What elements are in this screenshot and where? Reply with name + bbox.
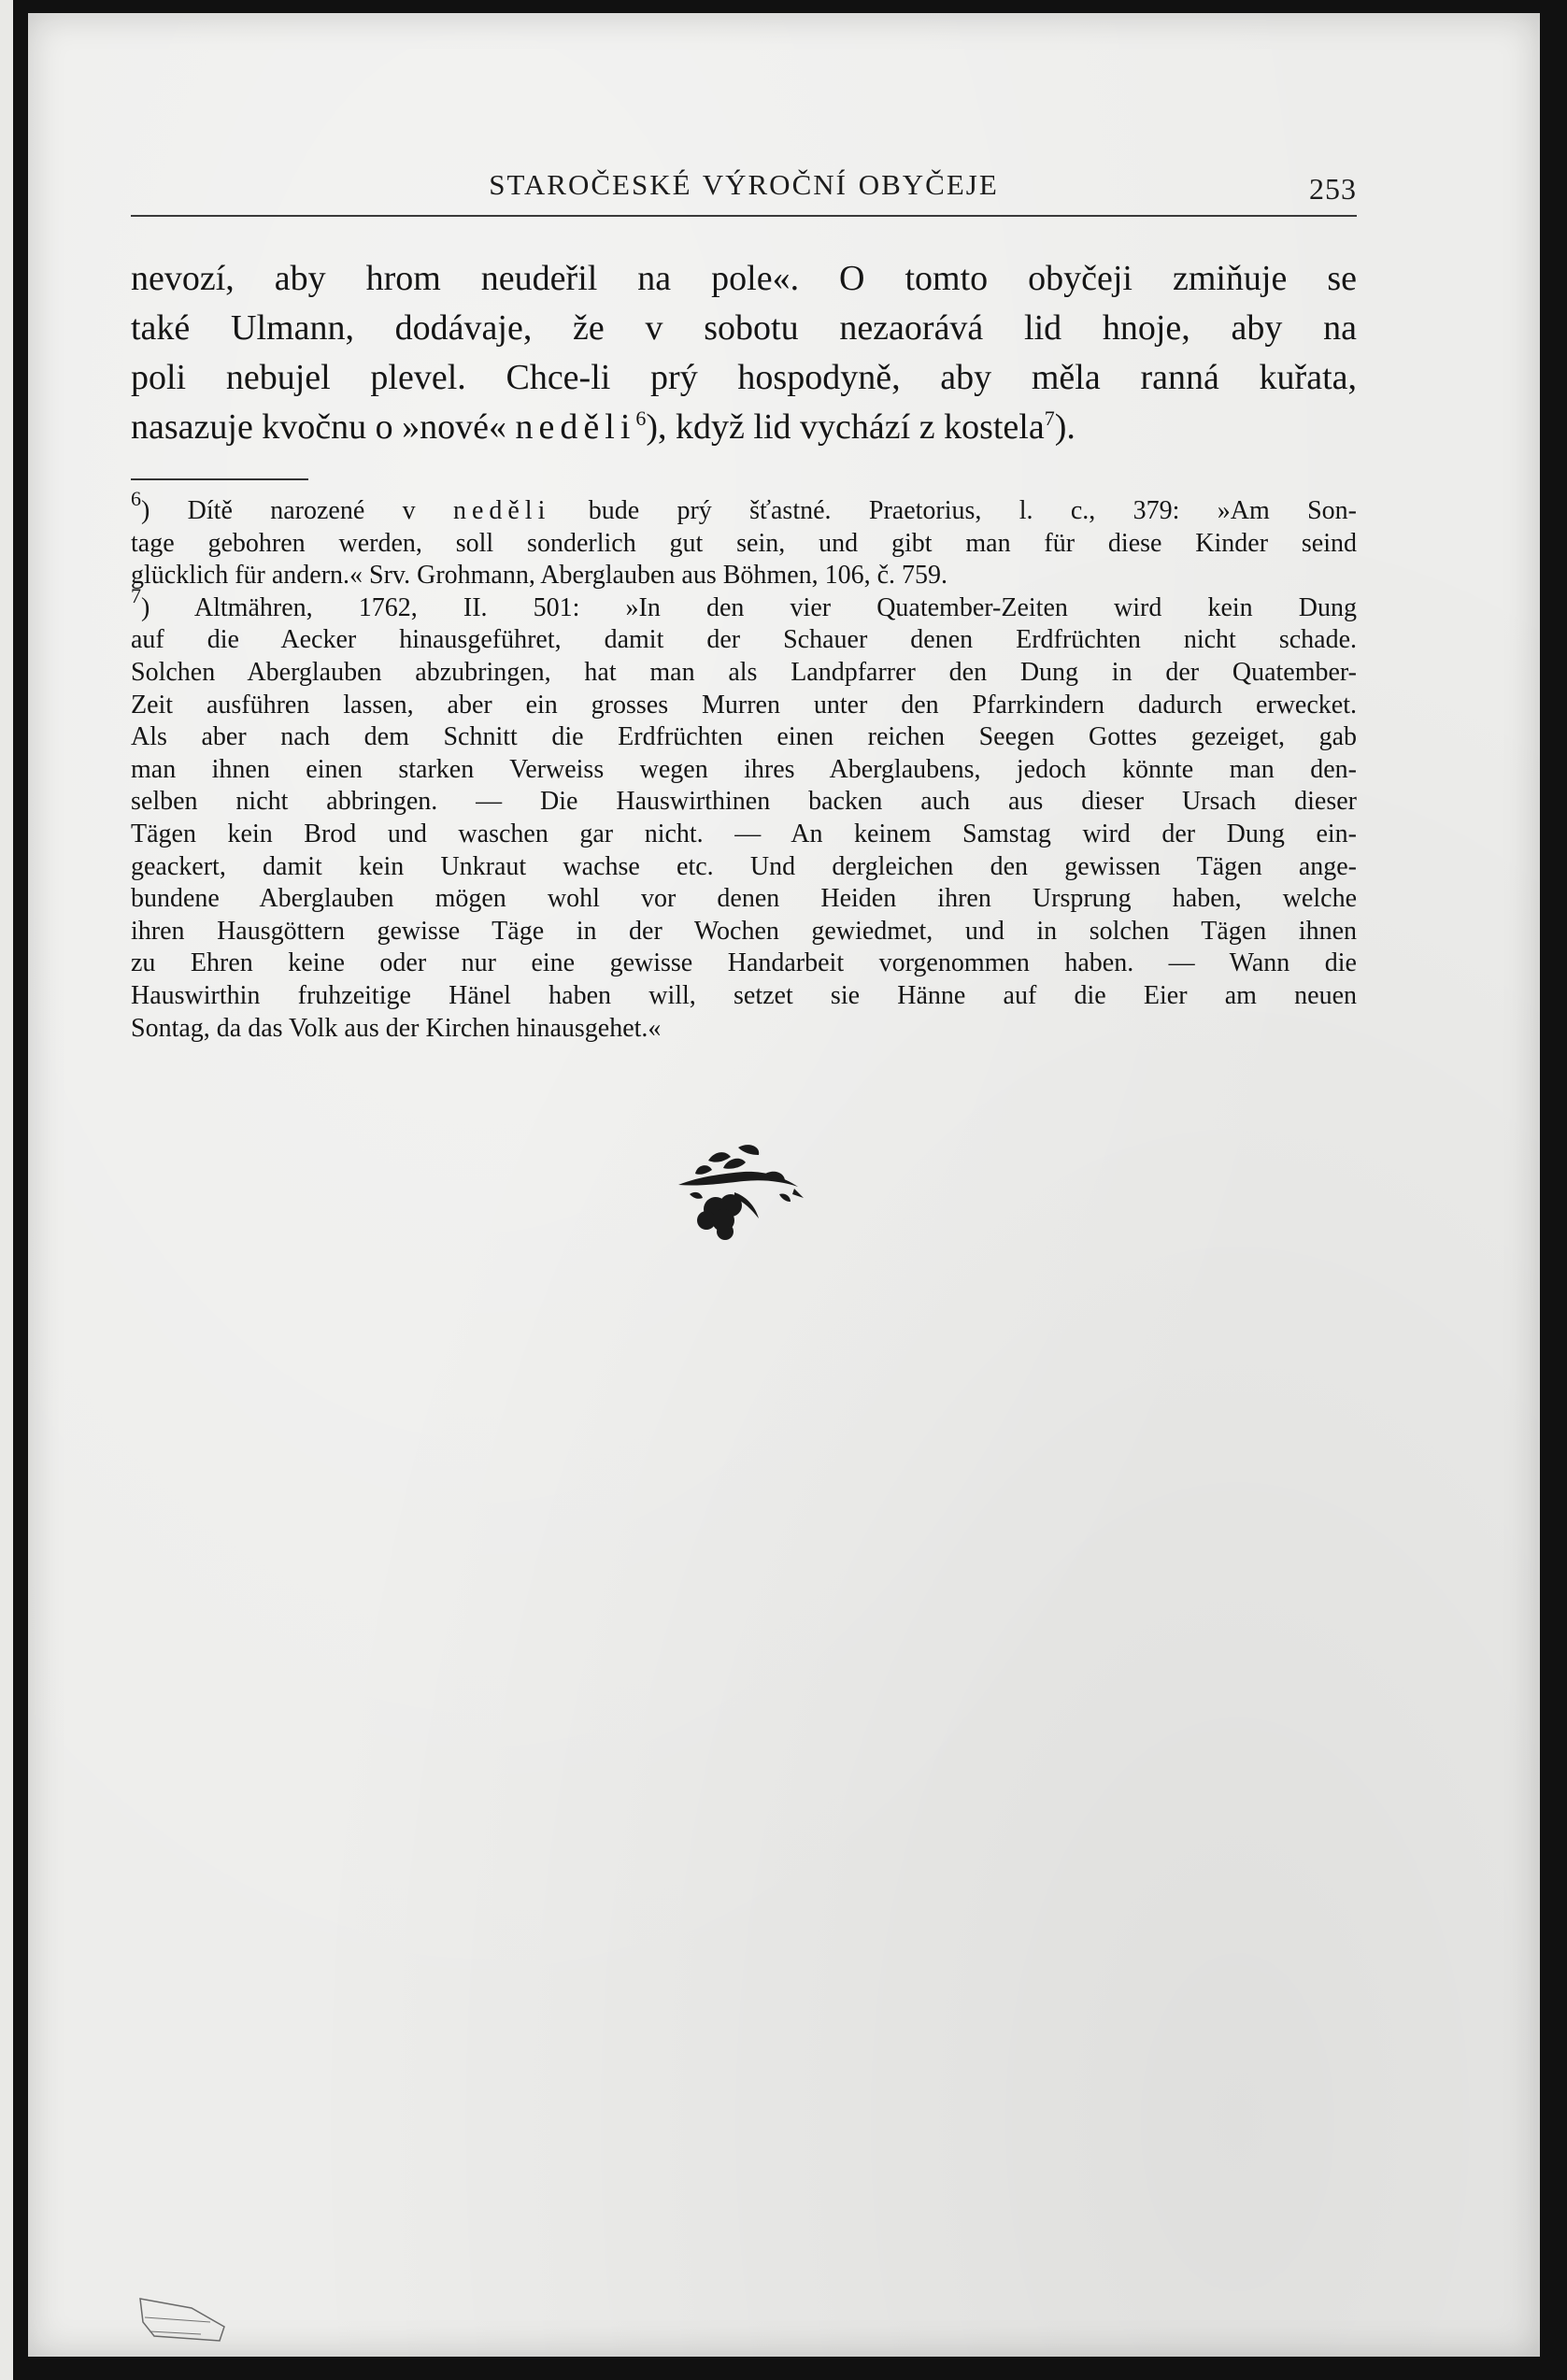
adjacent-page-edge [0,0,13,2380]
note7-line-1 [131,583,1357,625]
note7-line-3: Solchen Aberglauben abzubringen, hat man als Landpfarrer den Dung in der Quatember- [131,657,1357,687]
note7-line-4: Zeit ausführen lassen, aber ein grosses Murren unter den Pfarrkindern dadurch erwecket. [131,690,1357,720]
body-line-2: také Ulmann, dodávaje, že v sobotu nezaorává lid hnoje, aby na [131,308,1357,348]
note7-line-8: Tägen kein Brod und waschen gar nicht. — An keinem Samstag wird der Dung ein- [131,819,1357,848]
running-title: STAROČESKÉ VÝROČNÍ OBYČEJE [489,168,999,201]
note7-line-13: Hauswirthin fruhzeitige Hänel haben will, setzet sie Hänne auf die Eier am neuen [131,980,1357,1010]
page-number: 253 [1309,172,1357,206]
note7-line-9: geackert, damit kein Unkraut wachse etc. Und dergleichen den gewissen Tägen ange- [131,851,1357,881]
body-line-4-mid: ), když lid vychází z kostela [646,407,1045,447]
note6-spaced-word: neděli [452,496,551,525]
body-line-4-start: nasazuje kvočnu o »nové« [131,407,507,447]
body-line-4 [131,403,1357,452]
note7-line-14: Sontag, da das Volk aus der Kirchen hinausgehet.« [131,1013,662,1043]
body-line-1: nevozí, aby hrom neudeřil na pole«. O tomto obyčeji zmiňuje se [131,259,1357,298]
note6-line-3: glücklich für andern.« Srv. Grohmann, Aberglauben aus Böhmen, 106, č. 759. [131,561,948,591]
scan-artifact [135,2289,229,2345]
note7-line-2: auf die Aecker hinausgeführet, damit der Schauer denen Erdfrüchten nicht schade. [131,625,1357,655]
binding-gutter [13,0,28,2380]
body-line-3: poli nebujel plevel. Chce-li prý hospodyně, aby měla ranná kuřata, [131,358,1357,397]
note6-marker: 6 [131,487,141,510]
note7-line-10: bundene Aberglauben mögen wohl vor denen Heiden ihren Ursprung haben, welche [131,884,1357,914]
running-head [131,164,1357,206]
note7-line-11: ihren Hausgöttern gewisse Täge in der Wochen gewiedmet, und in solchen Tägen ihnen [131,916,1357,946]
footnote-rule [131,478,308,480]
footnote-ref-7: 7 [1044,406,1055,430]
main-paragraph [131,254,1357,452]
note7-line-5: Als aber nach dem Schnitt die Erdfrüchten einen reichen Seegen Gottes gezeiget, gab [131,722,1357,752]
note6-line-2: tage gebohren werden, soll sonderlich gut sein, und gibt man für diese Kinder seind [131,528,1357,558]
note7-line-7: selben nicht abbringen. — Die Hauswirthinen backen auch aus dieser Ursach dieser [131,787,1357,817]
note6-line-1 [131,487,1357,528]
note7-line-12: zu Ehren keine oder nur eine gewisse Handarbeit vorgenommen haben. — Wann die [131,948,1357,978]
header-rule [131,215,1357,217]
spaced-word-nedeli: neděli [515,407,636,447]
note7-line-6: man ihnen einen starken Verweiss wegen ihres Aberglaubens, jedoch könnte man den- [131,754,1357,784]
floral-ornament-icon [669,1140,809,1243]
note6-text-b: bude prý šťastné. Praetorius, l. c., 379: »Am Son- [588,496,1357,525]
footnotes [131,487,1357,1045]
footnote-ref-6: 6 [635,406,647,430]
body-line-4-end: ). [1054,407,1076,447]
note6-text-a: ) Dítě narozené v [141,496,416,525]
note7-text-1: ) Altmähren, 1762, II. 501: »In den vier Quatember-Zeiten wird kein Dung [141,592,1357,622]
note7-marker: 7 [131,583,141,607]
